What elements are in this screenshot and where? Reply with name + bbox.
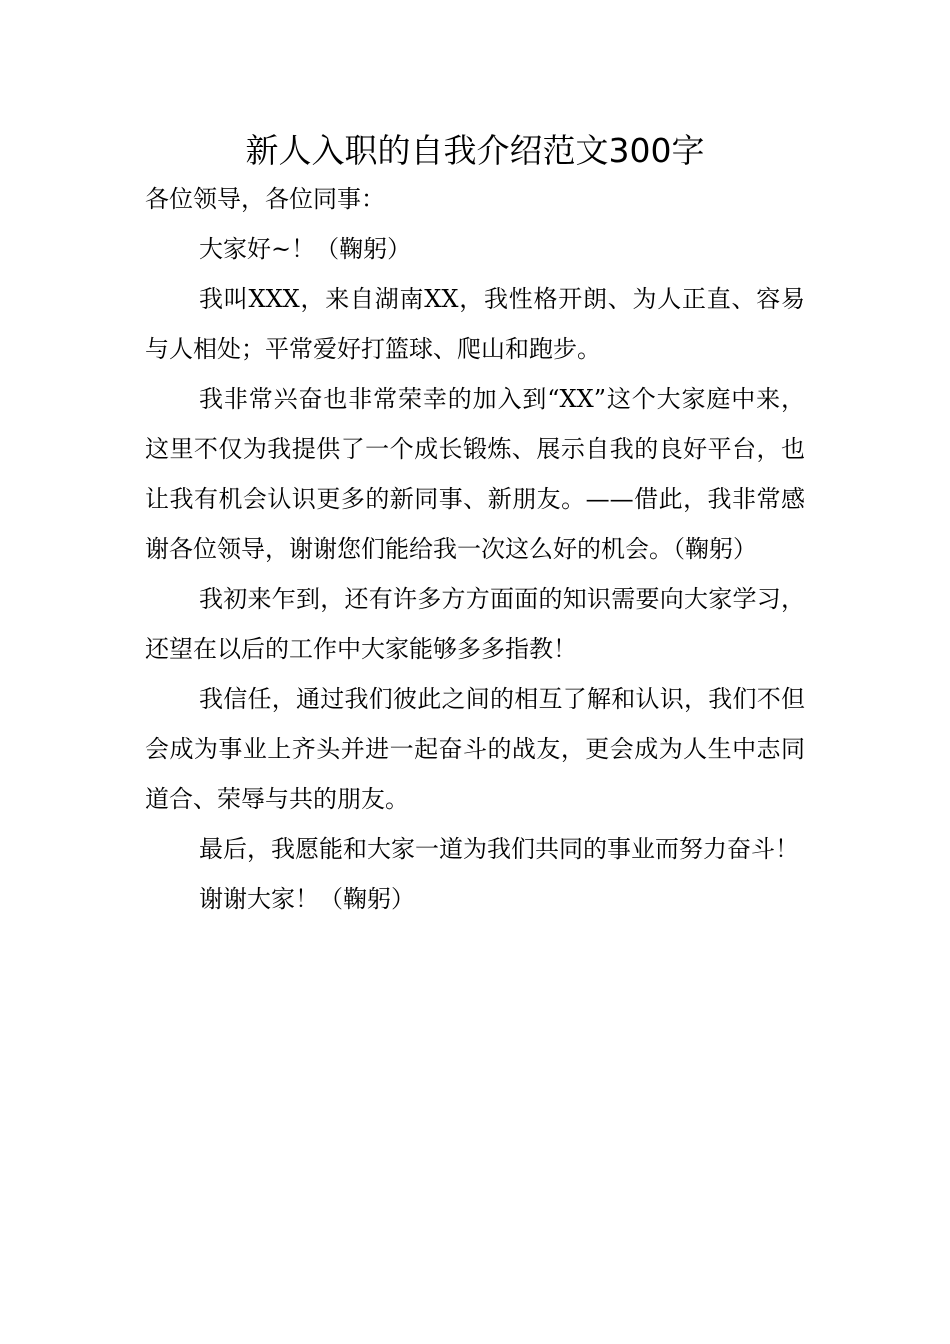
document-body: [145, 174, 805, 924]
document-title: 新人入职的自我介绍范文300字: [245, 131, 705, 170]
paragraph-closing: 最后，我愿能和大家一道为我们共同的事业而努力奋斗！: [199, 835, 799, 863]
paragraph-learning: 我初来乍到，还有许多方方面面的知识需要向大家学习，还望在以后的工作中大家能够多多指教！: [145, 585, 805, 663]
paragraph-joining: 我非常兴奋也非常荣幸的加入到“XX”这个大家庭中来，这里不仅为我提供了一个成长锻炼、展示自我的良好平台，也让我有机会认识更多的新同事、新朋友。——借此，我非常感谢各位领导，谢谢您们能给我一次这么好的机会。（鞠躬）: [145, 385, 805, 563]
paragraph-greeting: 大家好~！（鞠躬）: [199, 235, 412, 263]
paragraph-trust: 我信任，通过我们彼此之间的相互了解和认识，我们不但会成为事业上齐头并进一起奋斗的战友，更会成为人生中志同道合、荣辱与共的朋友。: [145, 685, 805, 813]
salutation: 各位领导，各位同事：: [145, 185, 385, 213]
paragraph-thanks: 谢谢大家！（鞠躬）: [199, 885, 415, 913]
paragraph-introduction: 我叫XXX，来自湖南XX，我性格开朗、为人正直、容易与人相处；平常爱好打篮球、爬山和跑步。: [145, 285, 805, 363]
